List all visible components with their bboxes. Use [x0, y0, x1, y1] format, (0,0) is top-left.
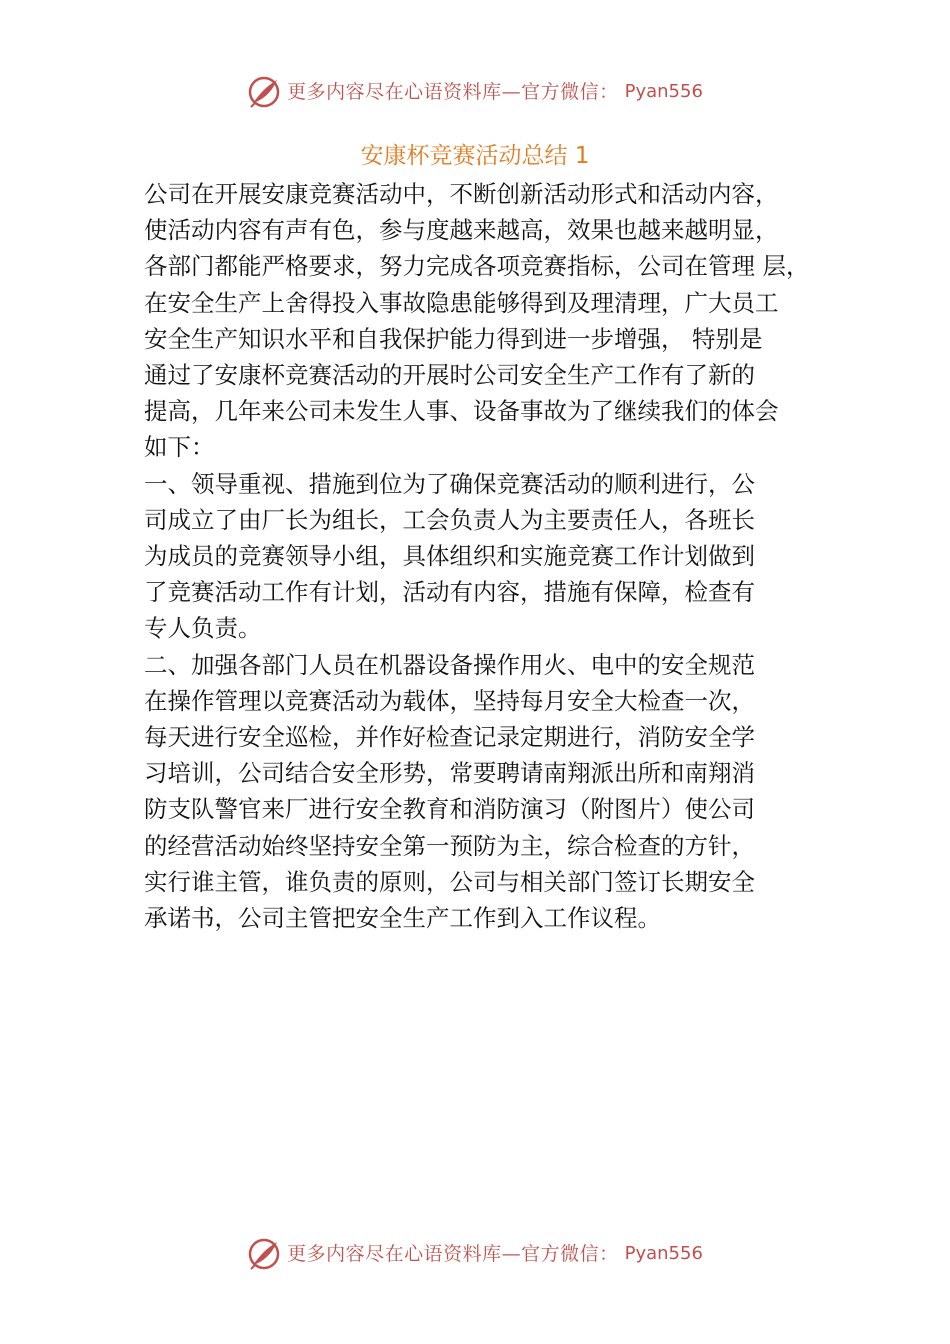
body-line: 提高，几年来公司未发生人事、设备事故为了继续我们的体会 — [144, 397, 779, 426]
body-line: 的经营活动始终坚持安全第一预防为主，综合检查的方针， — [144, 831, 755, 860]
body-line: 实行谁主管，谁负责的原则，公司与相关部门签订长期安全 — [144, 867, 755, 896]
body-line: 二、加强各部门人员在机器设备操作用火、电中的安全规范 — [144, 650, 755, 679]
watermark-text: 更多内容尽在心语资料库—官方微信： — [287, 81, 619, 103]
body-line: 公司在开展安康竞赛活动中，不断创新活动形式和活动内容， — [144, 180, 779, 208]
body-line: 防支队警官来厂进行安全教育和消防演习（附图片）使公司 — [144, 795, 755, 824]
body-line: 各部门都能严格要求，努力完成各项竞赛指标，公司在管理 层， — [144, 252, 810, 281]
feather-logo-icon — [247, 1237, 281, 1271]
document-title: 安康杯竞赛活动总结 1 — [360, 143, 590, 169]
body-line: 为成员的竞赛领导小组，具体组织和实施竞赛工作计划做到 — [144, 542, 755, 571]
body-line: 安全生产知识水平和自我保护能力得到进一步增强， 特别是 — [144, 324, 763, 353]
watermark-wechat-id: Pyan556 — [624, 1243, 703, 1264]
body-line: 司成立了由厂长为组长，工会负责人为主要责任人，各班长 — [144, 505, 755, 534]
body-line: 了竞赛活动工作有计划，活动有内容，措施有保障，检查有 — [144, 578, 755, 607]
footer-watermark — [0, 1237, 950, 1271]
body-line: 在操作管理以竞赛活动为载体，坚持每月安全大检查一次， — [144, 686, 755, 715]
body-line: 专人负责。 — [144, 614, 262, 643]
body-line: 使活动内容有声有色，参与度越来越高，效果也越来越明显， — [144, 216, 779, 245]
body-line: 通过了安康杯竞赛活动的开展时公司安全生产工作有了新的 — [144, 361, 755, 390]
body-line: 一、领导重视、措施到位为了确保竞赛活动的顺利进行，公 — [144, 469, 755, 498]
header-watermark — [0, 75, 950, 109]
body-line: 习培训，公司结合安全形势，常要聘请南翔派出所和南翔消 — [144, 759, 755, 788]
body-line: 承诺书，公司主管把安全生产工作到入工作议程。 — [144, 904, 661, 933]
document-body — [144, 176, 844, 936]
body-line: 在安全生产上舍得投入事故隐患能够得到及理清理，广大员工 — [144, 288, 779, 317]
body-line: 如下： — [144, 433, 215, 462]
body-line: 每天进行安全巡检，并作好检查记录定期进行，消防安全学 — [144, 723, 755, 752]
watermark-wechat-id: Pyan556 — [624, 81, 703, 102]
feather-logo-icon — [247, 75, 281, 109]
watermark-text: 更多内容尽在心语资料库—官方微信： — [287, 1243, 619, 1265]
